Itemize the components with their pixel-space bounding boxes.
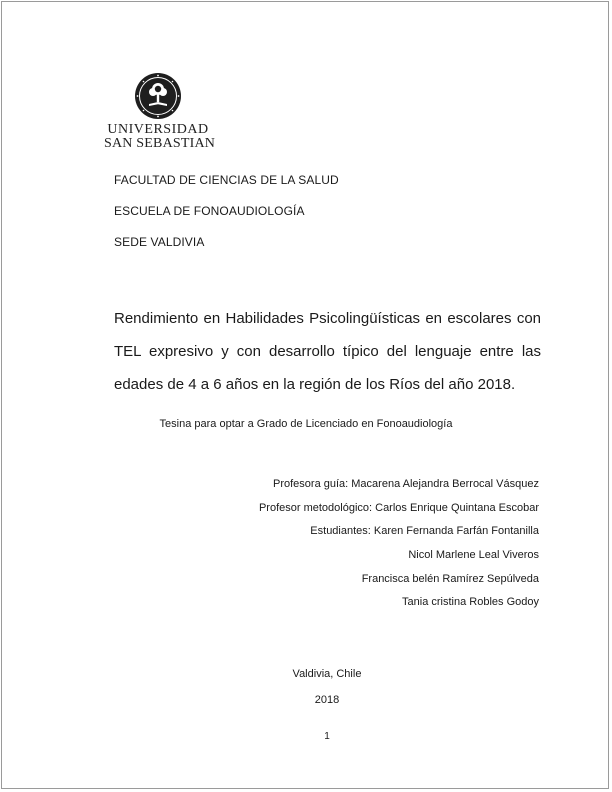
thesis-title-line: Rendimiento en Habilidades Psicolingüísticas en escolares con: [114, 310, 541, 327]
thesis-title: [114, 302, 541, 401]
page-number: 1: [324, 731, 330, 742]
guide-professor: Profesora guía: Macarena Alejandra Berrocal Vásquez: [273, 478, 539, 490]
faculty-name: FACULTAD DE CIENCIAS DE LA SALUD: [114, 173, 339, 187]
credits-block: [259, 476, 539, 618]
student-name: Francisca belén Ramírez Sepúlveda: [361, 572, 539, 585]
logo-line-san-sebastian: SAN SEBASTIAN: [104, 136, 216, 151]
year: 2018: [314, 694, 340, 706]
school-name: ESCUELA DE FONOAUDIOLOGÍA: [114, 204, 305, 218]
student-name: Estudiantes: Karen Fernanda Farfán Fontanilla: [310, 525, 539, 538]
thesis-subtitle: Tesina para optar a Grado de Licenciado en Fonoaudiología: [159, 418, 453, 430]
student-name: Nicol Marlene Leal Viveros: [408, 549, 539, 562]
place: Valdivia, Chile: [292, 668, 362, 680]
logo-line-universidad: UNIVERSIDAD: [107, 122, 209, 137]
student-name: Tania cristina Robles Godoy: [402, 596, 539, 609]
methodological-professor: Profesor metodológico: Carlos Enrique Quintana Escobar: [258, 501, 539, 514]
university-logo: [104, 72, 216, 151]
campus-name: SEDE VALDIVIA: [114, 235, 205, 249]
thesis-title-line: TEL expresivo y con desarrollo típico del lenguaje entre las: [114, 343, 541, 360]
thesis-title-line: edades de 4 a 6 años en la región de los Ríos del año 2018.: [114, 376, 516, 393]
university-seal-icon: [134, 72, 182, 120]
